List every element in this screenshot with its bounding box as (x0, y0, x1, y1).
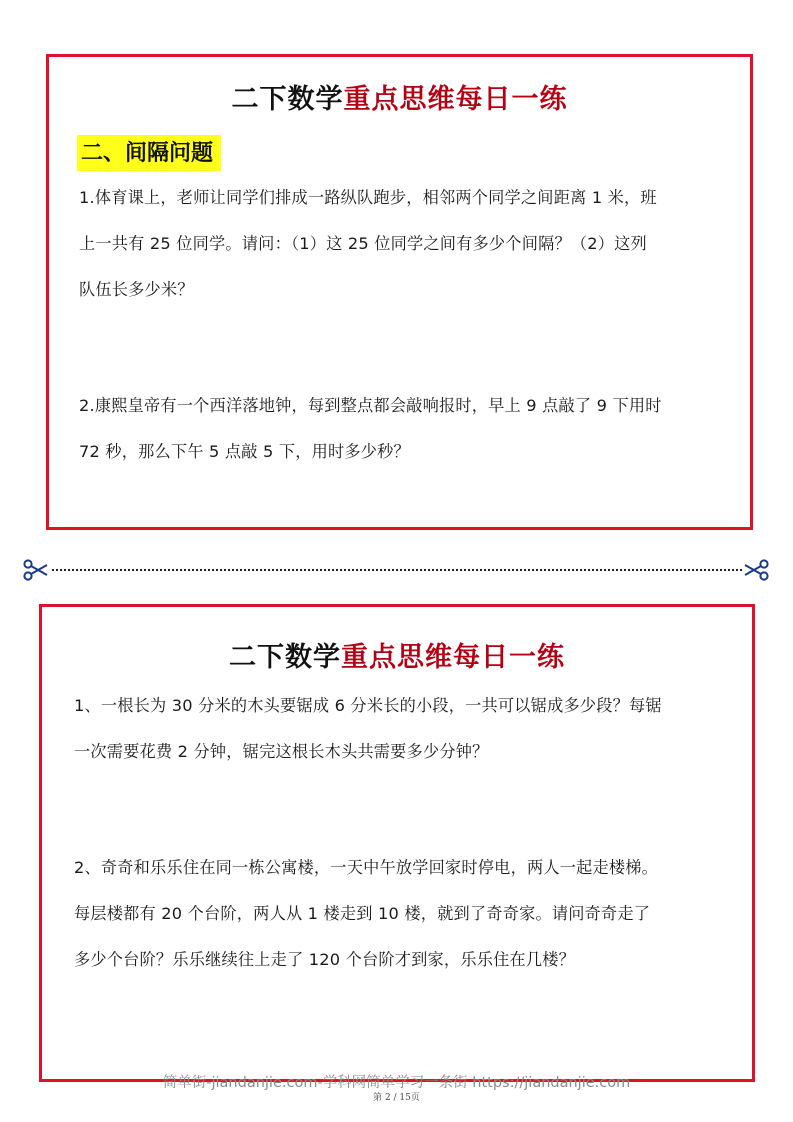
title-red-part: 重点思维每日一练 (341, 642, 565, 673)
question-line: 每层楼都有 20 个台阶，两人从 1 楼走到 10 楼，就到了奇奇家。请问奇奇走了 (74, 904, 651, 923)
scissors-icon (744, 558, 770, 582)
title-black-part: 二下数学 (231, 84, 344, 115)
question-line: 2.康熙皇帝有一个西洋落地钟，每到整点都会敲响报时，早上 9 点敲了 9 下用时 (79, 396, 662, 415)
question-line: 1、一根长为 30 分米的木头要锯成 6 分米长的小段，一共可以锯成多少段？每锯 (74, 696, 662, 715)
worksheet-card-2 (39, 604, 755, 1082)
worksheet-card-1 (46, 54, 753, 530)
question-line: 队伍长多少米？ (79, 280, 194, 299)
page-number: 第 2 / 15页 (373, 1093, 420, 1103)
question-line: 1.体育课上，老师让同学们排成一路纵队跑步，相邻两个同学之间距离 1 米，班 (79, 188, 657, 207)
question-line: 一次需要花费 2 分钟，锯完这根长木头共需要多少分钟？ (74, 742, 489, 761)
question-1 (79, 175, 657, 313)
question-2 (79, 383, 662, 475)
question-line: 72 秒，那么下午 5 点敲 5 下，用时多少秒？ (79, 442, 410, 461)
question-line: 上一共有 25 位同学。请问：（1）这 25 位同学之间有多少个间隔？（2）这列 (79, 234, 647, 253)
question-1 (74, 683, 662, 775)
cut-line-divider (52, 569, 742, 571)
scissors-icon (22, 558, 48, 582)
card-title (42, 635, 752, 674)
card-title (49, 77, 750, 116)
question-line: 多少个台阶？乐乐继续往上走了 120 个台阶才到家，乐乐住在几楼？ (74, 950, 576, 969)
title-red-part: 重点思维每日一练 (343, 84, 568, 115)
footer-watermark: 简单街-jiandanjie.com-学科网简单学习一条街 https://jiandanjie.com (162, 1075, 631, 1091)
question-2 (74, 845, 658, 983)
title-black-part: 二下数学 (229, 642, 341, 673)
section-heading: 二、间隔问题 (77, 135, 221, 171)
question-line: 2、奇奇和乐乐住在同一栋公寓楼，一天中午放学回家时停电，两人一起走楼梯。 (74, 858, 659, 877)
